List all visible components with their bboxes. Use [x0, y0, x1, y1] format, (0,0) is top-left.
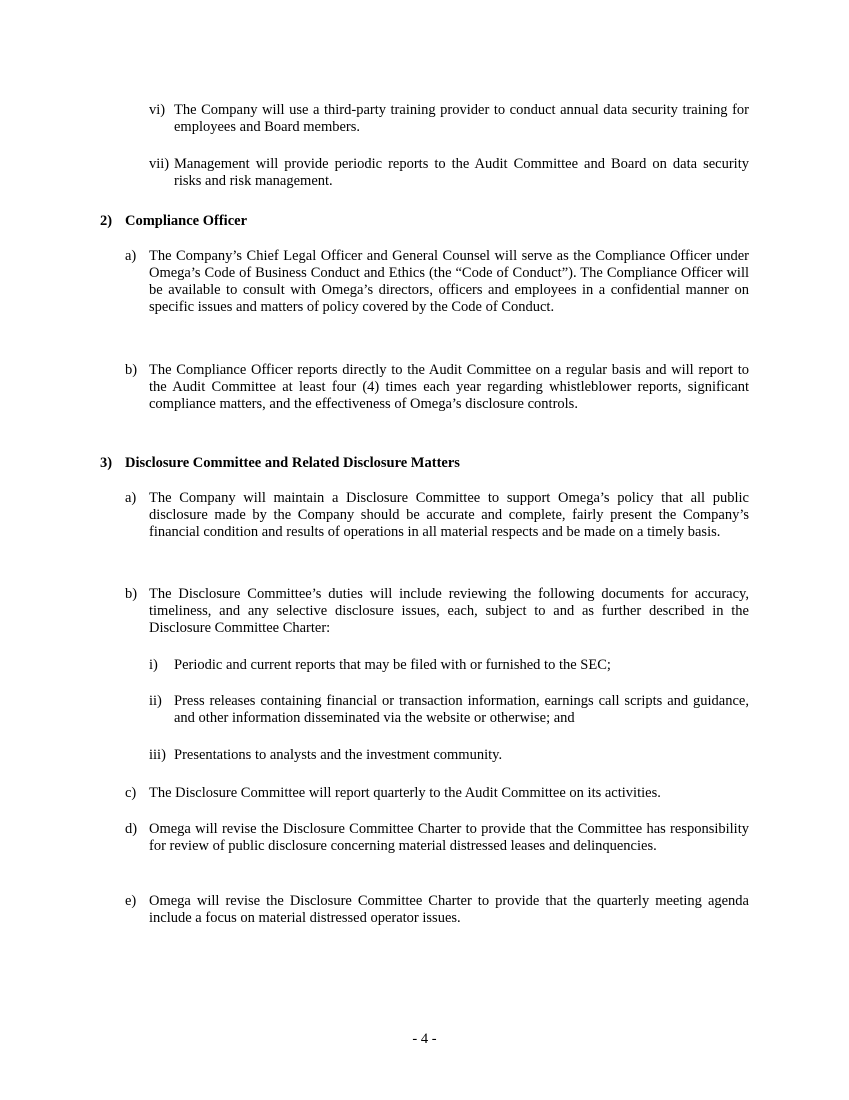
list-marker: d) — [125, 821, 138, 837]
list-marker: ii) — [149, 693, 162, 709]
list-item-2a — [125, 248, 749, 316]
list-marker: i) — [149, 657, 158, 673]
list-item-text: Presentations to analysts and the investment community. — [174, 747, 503, 763]
section-number: 3) — [100, 455, 113, 471]
list-item-text: The Company’s Chief Legal Officer and General Counsel will serve as the Compliance Officer under Omega’s Code of Business Conduct and Ethics (the “Code of Conduct”). The Compliance Officer will be available to consult with Omega’s directors, officers and employees in a confidential manner on specific issues and matters of policy covered by the Code of Conduct. — [149, 248, 749, 315]
list-item-text: Management will provide periodic reports to the Audit Committee and Board on data security risks and risk management. — [174, 156, 749, 189]
list-item-text: The Disclosure Committee’s duties will include reviewing the following documents for accuracy, timeliness, and any selective disclosure issues, each, subject to and as further described in the Disclosure Committee Charter: — [149, 586, 749, 636]
list-marker: vii) — [149, 156, 170, 172]
list-item-3e — [125, 893, 749, 927]
list-item-text: Omega will revise the Disclosure Committee Charter to provide that the quarterly meeting agenda include a focus on material distressed operator issues. — [149, 893, 749, 926]
list-marker: a) — [125, 490, 137, 506]
list-item-3c — [125, 785, 749, 802]
list-item-3b-i — [149, 657, 749, 674]
list-marker: c) — [125, 785, 137, 801]
section-number: 2) — [100, 213, 113, 229]
list-item-text: Periodic and current reports that may be filed with or furnished to the SEC; — [174, 657, 611, 673]
list-item-3b-iii — [149, 747, 749, 764]
list-item-text: The Compliance Officer reports directly to the Audit Committee on a regular basis and will report to the Audit Committee at least four (4) times each year regarding whistleblower reports, significant compliance matters, and the effectiveness of Omega’s disclosure controls. — [149, 362, 749, 412]
section-title: Compliance Officer — [125, 213, 248, 229]
list-item-3a — [125, 490, 749, 541]
list-marker: a) — [125, 248, 137, 264]
list-marker: b) — [125, 586, 138, 602]
list-item-text: Omega will revise the Disclosure Committee Charter to provide that the Committee has responsibility for review of public disclosure concerning material distressed leases and delinquencies. — [149, 821, 749, 854]
list-item-vii — [149, 156, 749, 190]
list-marker: b) — [125, 362, 138, 378]
list-item-3b-ii — [149, 693, 749, 727]
section-title: Disclosure Committee and Related Disclosure Matters — [125, 455, 460, 471]
list-marker: e) — [125, 893, 137, 909]
list-item-text: Press releases containing financial or transaction information, earnings call scripts and guidance, and other information disseminated via the website or otherwise; and — [174, 693, 749, 726]
page-number: - 4 - — [412, 1031, 437, 1047]
list-item-vi — [149, 102, 749, 136]
list-item-text: The Company will use a third-party training provider to conduct annual data security training for employees and Board members. — [174, 102, 749, 135]
list-marker: iii) — [149, 747, 166, 763]
list-item-text: The Disclosure Committee will report quarterly to the Audit Committee on its activities. — [149, 785, 661, 801]
list-item-2b — [125, 362, 749, 413]
list-item-3b — [125, 586, 749, 637]
list-item-text: The Company will maintain a Disclosure Committee to support Omega’s policy that all public disclosure made by the Company should be accurate and complete, fairly present the Company’s financial condition and results of operations in all material respects and be made on a timely basis. — [149, 490, 749, 540]
list-marker: vi) — [149, 102, 166, 118]
list-item-3d — [125, 821, 749, 855]
